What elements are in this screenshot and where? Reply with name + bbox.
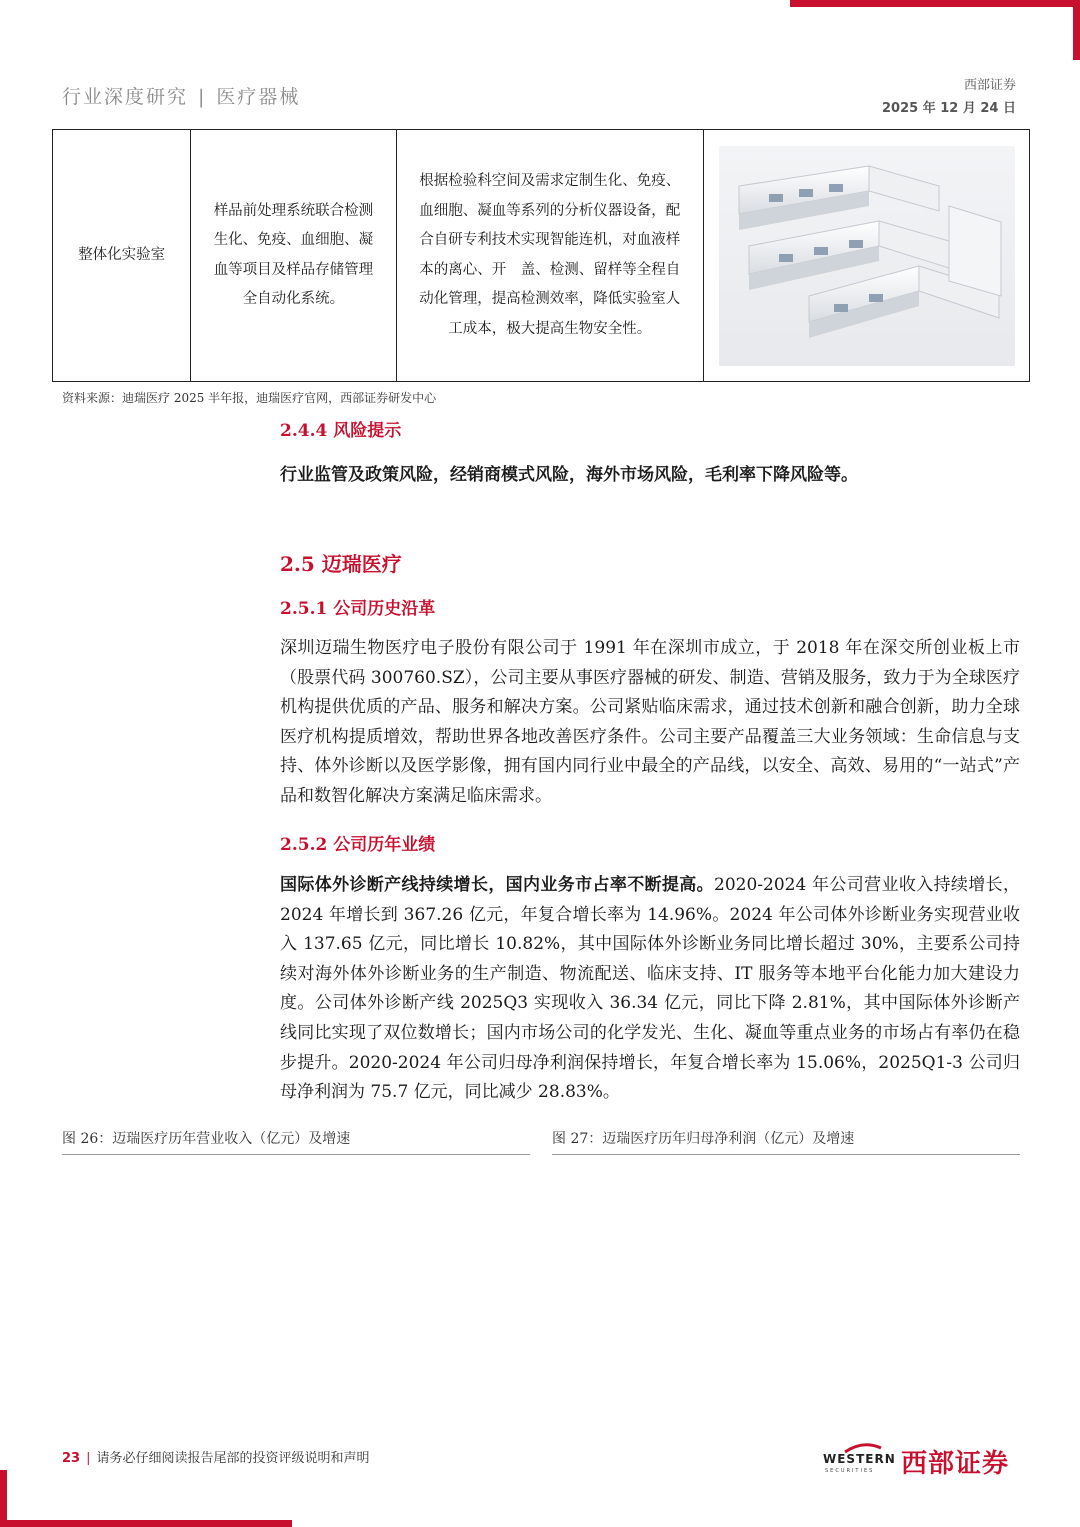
logo-chinese: 西部证券 bbox=[901, 1449, 1010, 1479]
description-line: 全自动化系统。 bbox=[242, 291, 345, 307]
page-number: 23 bbox=[62, 1451, 81, 1466]
corner-accent-top-vertical bbox=[1073, 0, 1080, 60]
description-line: 血等项目及样品存储管理 bbox=[213, 261, 374, 278]
product-features bbox=[396, 130, 704, 382]
section-heading-mindray: 2.5 迈瑞医疗 bbox=[280, 552, 402, 576]
header-meta bbox=[882, 74, 1016, 116]
product-image-cell bbox=[704, 130, 1030, 382]
features-line: 血细胞、凝血等系列的分析仪器设备，配 bbox=[419, 202, 681, 219]
corner-accent-top bbox=[790, 0, 1080, 7]
performance-paragraph bbox=[280, 871, 1020, 1108]
section-heading-history: 2.5.1 公司历史沿革 bbox=[280, 599, 436, 619]
description-line: 生化、免疫、血细胞、凝 bbox=[213, 232, 374, 248]
description-line: 样品前处理系统联合检测 bbox=[213, 202, 374, 219]
header-date: 2025 年 12 月 24 日 bbox=[882, 101, 1016, 116]
performance-text: 2020-2024 年公司营业收入持续增长，2024 年增长到 367.26 亿元，年复合增长率为 14.96%。2024 年公司体外诊断业务实现营业收入 137.65 亿元，同比增长 10.82%，其中国际体外诊断业务同比增长超过 30%，主要系公司持续对海外体外诊断业务的生产制造、物流配送、临床支持、IT 服务等本地平台化能力加大建设力度。公司体外诊断产线 2025Q3 实现收入 36.34 亿元，同比下降 2.81%，其中国际体外诊断产线同比实现了双位数增长；国内市场公司的化学发光、生化、凝血等重点业务的市场占有率仍在稳步提升。2020-2024 年公司归母净利润保持增长，年复合增长率为 15.06%，2025Q1-3 公司归母净利润为 75.7 亿元，同比减少 28.83%。 bbox=[280, 875, 1020, 1103]
features-line: 合自研专利技术实现智能连机，对血液样 bbox=[419, 232, 681, 248]
features-line: 工成本，极大提高生物安全性。 bbox=[448, 320, 652, 337]
product-name: 整体化实验室 bbox=[53, 130, 191, 382]
logo-subtitle: SECURITIES bbox=[825, 1468, 875, 1474]
report-type: 行业深度研究 bbox=[62, 86, 189, 108]
product-description bbox=[191, 130, 396, 382]
performance-lead: 国际体外诊断产线持续增长，国内业务市占率不断提高。 bbox=[280, 875, 714, 895]
logo-english: WESTERN bbox=[823, 1452, 896, 1466]
header-category bbox=[62, 82, 300, 109]
features-line: 根据检验科空间及需求定制生化、免疫、 bbox=[419, 173, 681, 189]
section-heading-risk: 2.4.4 风险提示 bbox=[280, 421, 402, 441]
features-line: 动化管理，提高检测效率，降低实验室人 bbox=[419, 291, 681, 307]
risk-text: 行业监管及政策风险，经销商模式风险，海外市场风险，毛利率下降风险等。 bbox=[280, 465, 858, 485]
lab-automation-image bbox=[719, 146, 1015, 366]
history-paragraph: 深圳迈瑞生物医疗电子股份有限公司于 1991 年在深圳市成立，于 2018 年在深交所创业板上市（股票代码 300760.SZ），公司主要从事医疗器械的研发、制造、营销及服务，致力于为全球医疗机构提供优质的产品、服务和解决方案。公司紧贴临床需求，通过技术创新和融合创新，助力全球医疗机构提质增效，帮助世界各地改善医疗条件。公司主要产品覆盖三大业务领域：生命信息与支持、体外诊断以及医学影像，拥有国内同行业中最全的产品线，以安全、高效、易用的“一站式”产品和数智化解决方案满足临床需求。 bbox=[280, 638, 1020, 806]
corner-accent-bottom bbox=[0, 1520, 292, 1527]
disclaimer-text: 请务必仔细阅读报告尾部的投资评级说明和声明 bbox=[96, 1451, 370, 1466]
table-source-note: 资料来源：迪瑞医疗 2025 半年报，迪瑞医疗官网，西部证券研发中心 bbox=[62, 391, 437, 405]
header-firm: 西部证券 bbox=[963, 78, 1016, 93]
features-line: 本的离心、开 盖、检测、留样等全程自 bbox=[419, 261, 681, 278]
figure-caption-26: 图 26：迈瑞医疗历年营业收入（亿元）及增速 bbox=[62, 1128, 530, 1155]
table-row bbox=[53, 130, 1030, 382]
firm-logo bbox=[823, 1440, 1018, 1480]
header-separator: | bbox=[198, 86, 207, 108]
corner-accent-bottom-vertical bbox=[0, 1470, 7, 1527]
figure-caption-27: 图 27：迈瑞医疗历年归母净利润（亿元）及增速 bbox=[552, 1128, 1020, 1155]
industry-name: 医疗器械 bbox=[216, 86, 301, 108]
product-table bbox=[52, 129, 1030, 382]
footer-separator: | bbox=[86, 1451, 91, 1466]
footer-disclaimer bbox=[62, 1447, 370, 1466]
section-heading-performance: 2.5.2 公司历年业绩 bbox=[280, 835, 436, 855]
